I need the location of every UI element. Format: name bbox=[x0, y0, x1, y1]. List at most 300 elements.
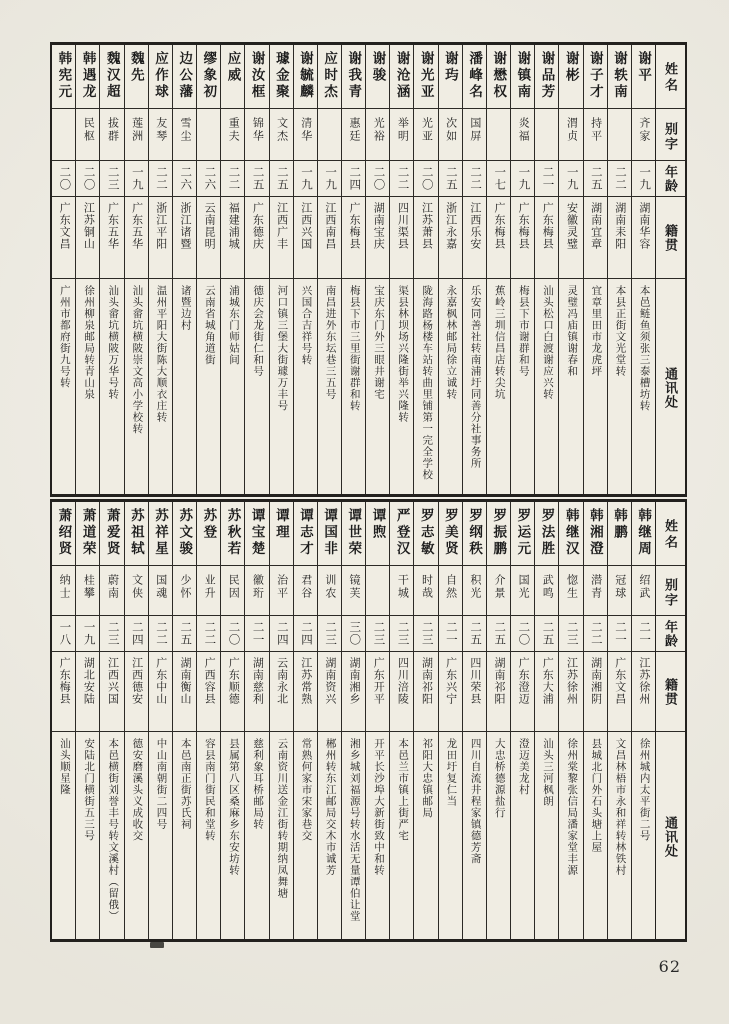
entry-age-cell bbox=[390, 616, 413, 652]
entry-address-cell bbox=[632, 279, 655, 494]
entry-native-cell bbox=[535, 197, 558, 279]
entry-address-text: 宜章里田市龙虎坪 bbox=[590, 285, 602, 377]
entry-zi-cell bbox=[270, 566, 293, 616]
entry-name-text: 苏祖轼 bbox=[128, 508, 144, 558]
entry-native-text: 江西广丰 bbox=[275, 202, 288, 250]
entry-name-text: 萧道荣 bbox=[80, 508, 96, 558]
entry-address-cell bbox=[52, 279, 75, 494]
entry-column bbox=[365, 502, 389, 939]
print-smudge bbox=[150, 942, 164, 948]
entry-column bbox=[196, 502, 220, 939]
entry-age-cell bbox=[559, 161, 582, 197]
entry-native-text: 广东大浦 bbox=[541, 657, 554, 705]
entry-address-cell bbox=[100, 732, 123, 939]
entry-name-cell bbox=[294, 502, 317, 566]
entry-column bbox=[244, 45, 268, 494]
entry-name-cell bbox=[487, 502, 510, 566]
entry-zi-cell bbox=[608, 566, 631, 616]
entry-age-cell bbox=[439, 161, 462, 197]
entry-name-text: 韩继周 bbox=[636, 508, 652, 558]
entry-column bbox=[148, 45, 172, 494]
entry-address-cell bbox=[390, 279, 413, 494]
entry-address-cell bbox=[100, 279, 123, 494]
entry-column bbox=[631, 45, 655, 494]
entry-name-text: 谢子才 bbox=[587, 51, 603, 101]
entry-age-text: 二三 bbox=[324, 621, 337, 646]
entry-native-text: 广东中山 bbox=[154, 657, 167, 705]
entry-age-text: 二二 bbox=[589, 621, 602, 646]
entry-age-cell bbox=[294, 161, 317, 197]
entry-zi-cell bbox=[221, 566, 244, 616]
entry-column bbox=[75, 502, 99, 939]
entry-native-text: 湖南衡山 bbox=[178, 657, 191, 705]
entry-native-cell bbox=[608, 652, 631, 732]
entry-address-text: 祁阳大忠镇邮局 bbox=[421, 738, 433, 819]
entries-top bbox=[52, 45, 655, 494]
header-zi bbox=[656, 566, 685, 616]
entry-address-text: 容县南门街民和堂转 bbox=[203, 738, 215, 842]
entry-address-cell bbox=[463, 732, 486, 939]
entry-name-cell bbox=[173, 45, 196, 109]
entry-native-text: 广东梅县 bbox=[541, 202, 554, 250]
entry-address-text: 渠县林坝场兴隆街举兴隆转 bbox=[397, 285, 409, 423]
entry-age-text: 二五 bbox=[251, 166, 264, 191]
entry-column bbox=[317, 502, 341, 939]
entry-name-text: 谭世荣 bbox=[346, 508, 362, 558]
entry-address-cell bbox=[366, 279, 389, 494]
entry-address-cell bbox=[366, 732, 389, 939]
entry-zi-text: 业升 bbox=[203, 574, 216, 600]
entry-column bbox=[269, 502, 293, 939]
entry-address-text: 徐州柳泉邮局转青山泉 bbox=[83, 285, 95, 400]
entry-native-cell bbox=[100, 197, 123, 279]
entry-native-cell bbox=[245, 652, 268, 732]
entry-name-text: 谭理 bbox=[273, 508, 289, 541]
entry-age-cell bbox=[52, 161, 75, 197]
entry-zi-text: 少怀 bbox=[178, 574, 191, 600]
entry-name-cell bbox=[390, 502, 413, 566]
entry-zi-text: 桂攀 bbox=[82, 574, 95, 600]
entry-zi-cell bbox=[245, 566, 268, 616]
entry-address-text: 灵璧冯庙镇谢春和 bbox=[566, 285, 578, 377]
entry-native-text: 云南永北 bbox=[275, 657, 288, 705]
entry-zi-cell bbox=[414, 566, 437, 616]
header-age bbox=[656, 161, 685, 197]
entry-column bbox=[607, 45, 631, 494]
entry-address-cell bbox=[270, 279, 293, 494]
entry-address-text: 龙田圩复仁当 bbox=[445, 738, 457, 807]
entry-name-cell bbox=[439, 45, 462, 109]
entry-column bbox=[52, 502, 75, 939]
entry-address-text: 安陆北门横街五三号 bbox=[83, 738, 95, 842]
entry-name-cell bbox=[245, 45, 268, 109]
entry-address-text: 广州市都府街九号转 bbox=[58, 285, 70, 389]
entry-native-text: 云南昆明 bbox=[203, 202, 216, 250]
entry-zi-text: 友琴 bbox=[154, 117, 167, 143]
entry-name-cell bbox=[390, 45, 413, 109]
entry-zi-text: 文杰 bbox=[275, 117, 288, 143]
entry-name-cell bbox=[535, 45, 558, 109]
entry-age-cell bbox=[318, 161, 341, 197]
entry-name-cell bbox=[318, 45, 341, 109]
entry-name-text: 谢平 bbox=[636, 51, 652, 84]
entry-column bbox=[583, 45, 607, 494]
entry-column bbox=[510, 45, 534, 494]
entry-address-text: 梅县下市谢群和号 bbox=[517, 285, 529, 377]
entry-name-text: 谢玙 bbox=[442, 51, 458, 84]
entry-address-text: 陇海路杨楼车站转曲里铺第一完全学校 bbox=[421, 285, 433, 481]
entry-name-text: 谢毓麟 bbox=[297, 51, 313, 101]
entry-native-text: 广东兴宁 bbox=[444, 657, 457, 705]
entry-address-text: 德安磨溪头义成收交 bbox=[131, 738, 143, 842]
entry-zi-text: 拔群 bbox=[106, 117, 119, 143]
entry-name-cell bbox=[221, 45, 244, 109]
entry-name-text: 缪象初 bbox=[201, 51, 217, 101]
entry-zi-text: 积光 bbox=[468, 574, 481, 600]
header-name-label: 姓名 bbox=[663, 61, 678, 94]
entry-address-cell bbox=[294, 279, 317, 494]
entry-address-text: 文昌林梧市永和祥转林铁村 bbox=[614, 738, 626, 876]
header-zi bbox=[656, 109, 685, 161]
entry-native-cell bbox=[149, 652, 172, 732]
entry-zi-cell bbox=[511, 566, 534, 616]
entry-name-text: 苏登 bbox=[201, 508, 217, 541]
entry-name-text: 潘峰名 bbox=[467, 51, 483, 101]
entry-age-text: 二五 bbox=[541, 621, 554, 646]
entry-address-text: 永嘉枫林邮局徐立诚转 bbox=[445, 285, 457, 400]
entry-age-cell bbox=[149, 616, 172, 652]
entry-age-text: 二二 bbox=[227, 166, 240, 191]
entry-age-text: 一九 bbox=[82, 621, 95, 646]
entry-name-text: 罗志敏 bbox=[418, 508, 434, 558]
entry-zi-cell bbox=[559, 109, 582, 161]
entry-age-text: 二〇 bbox=[420, 166, 433, 191]
entry-age-text: 二五 bbox=[275, 166, 288, 191]
entry-address-text: 蕉岭三圳信昌店转尖坑 bbox=[493, 285, 505, 400]
entry-age-text: 二一 bbox=[541, 166, 554, 191]
entry-address-cell bbox=[76, 732, 99, 939]
entry-column bbox=[486, 502, 510, 939]
entry-name-text: 罗纲秩 bbox=[467, 508, 483, 558]
entry-age-cell bbox=[366, 616, 389, 652]
entry-column bbox=[99, 45, 123, 494]
entry-native-cell bbox=[245, 197, 268, 279]
entry-name-text: 萧绍贤 bbox=[56, 508, 72, 558]
entry-name-cell bbox=[414, 45, 437, 109]
entry-zi-cell bbox=[535, 109, 558, 161]
entry-native-text: 广东梅县 bbox=[58, 657, 71, 705]
entry-zi-text: 冠球 bbox=[613, 574, 626, 600]
entry-age-cell bbox=[221, 161, 244, 197]
entry-age-text: 二一 bbox=[251, 621, 264, 646]
entry-address-cell bbox=[318, 732, 341, 939]
entry-address-text: 本邑横街刘誉丰号转文溪村（留俄） bbox=[107, 738, 119, 922]
entry-zi-text: 举明 bbox=[396, 117, 409, 143]
entry-address-text: 慈利象耳桥邮局转 bbox=[252, 738, 264, 830]
entry-address-cell bbox=[318, 279, 341, 494]
entry-address-text: 汕头三河枫朗 bbox=[542, 738, 554, 807]
entry-name-text: 苏文骏 bbox=[177, 508, 193, 558]
entry-native-cell bbox=[125, 197, 148, 279]
entry-native-text: 广东文昌 bbox=[58, 202, 71, 250]
entry-zi-cell bbox=[632, 109, 655, 161]
entry-column bbox=[75, 45, 99, 494]
entry-zi-cell bbox=[390, 566, 413, 616]
entry-age-text: 二〇 bbox=[517, 621, 530, 646]
entry-zi-text: 重夫 bbox=[227, 117, 240, 143]
entry-zi-text: 时哉 bbox=[420, 574, 433, 600]
entry-age-text: 一九 bbox=[299, 166, 312, 191]
entry-age-cell bbox=[584, 616, 607, 652]
entry-native-text: 四川涪陵 bbox=[396, 657, 409, 705]
entry-name-text: 谢沧涵 bbox=[394, 51, 410, 101]
entry-name-cell bbox=[100, 45, 123, 109]
entry-native-cell bbox=[294, 197, 317, 279]
entry-age-cell bbox=[366, 161, 389, 197]
entry-address-cell bbox=[511, 732, 534, 939]
entry-address-text: 本邑南正街苏氏祠 bbox=[179, 738, 191, 830]
entry-name-cell bbox=[414, 502, 437, 566]
entry-zi-text: 治平 bbox=[275, 574, 288, 600]
entry-age-cell bbox=[270, 616, 293, 652]
entry-native-text: 福建浦城 bbox=[227, 202, 240, 250]
entry-name-cell bbox=[608, 502, 631, 566]
entry-column bbox=[172, 502, 196, 939]
entry-zi-text: 光亚 bbox=[420, 117, 433, 143]
entry-zi-cell bbox=[173, 109, 196, 161]
entry-name-text: 罗运元 bbox=[515, 508, 531, 558]
entry-address-text: 汕头顺星隆 bbox=[58, 738, 70, 796]
entry-native-text: 广西容县 bbox=[203, 657, 216, 705]
entry-native-cell bbox=[559, 652, 582, 732]
entry-age-text: 二一 bbox=[444, 621, 457, 646]
entry-age-cell bbox=[414, 161, 437, 197]
entry-name-text: 谭煦 bbox=[370, 508, 386, 541]
entry-zi-cell bbox=[52, 109, 75, 161]
entry-column bbox=[413, 502, 437, 939]
entry-age-cell bbox=[149, 161, 172, 197]
entry-zi-cell bbox=[608, 109, 631, 161]
entry-address-cell bbox=[173, 279, 196, 494]
entry-address-text: 开平长沙埠大新街致中和转 bbox=[372, 738, 384, 876]
entry-age-cell bbox=[173, 161, 196, 197]
entry-address-text: 云南省城角道街 bbox=[203, 285, 215, 366]
entry-address-text: 梅县下市三里街谢群和转 bbox=[348, 285, 360, 412]
entry-age-text: 三〇 bbox=[348, 621, 361, 646]
entry-native-text: 四川渠县 bbox=[396, 202, 409, 250]
entry-age-cell bbox=[197, 161, 220, 197]
entry-name-cell bbox=[535, 502, 558, 566]
entry-name-text: 韩湘澄 bbox=[587, 508, 603, 558]
entry-zi-cell bbox=[173, 566, 196, 616]
entry-name-cell bbox=[342, 45, 365, 109]
entry-native-text: 广东五华 bbox=[130, 202, 143, 250]
entry-name-text: 罗法胜 bbox=[539, 508, 555, 558]
entry-address-text: 汕头松口白渡谢应兴转 bbox=[542, 285, 554, 400]
entry-zi-text: 武鸣 bbox=[541, 574, 554, 600]
entry-address-text: 宝庆东门外三眼井谢宅 bbox=[372, 285, 384, 400]
entry-name-cell bbox=[511, 502, 534, 566]
entry-name-text: 魏先 bbox=[128, 51, 144, 84]
entry-native-text: 江苏徐州 bbox=[565, 657, 578, 705]
header-age bbox=[656, 616, 685, 652]
entry-age-cell bbox=[52, 616, 75, 652]
entry-name-cell bbox=[463, 45, 486, 109]
entry-zi-cell bbox=[125, 566, 148, 616]
entry-native-cell bbox=[511, 652, 534, 732]
entry-native-text: 江苏萧县 bbox=[420, 202, 433, 250]
entry-address-text: 常熟何家市宋家巷交 bbox=[300, 738, 312, 842]
entry-address-cell bbox=[559, 732, 582, 939]
entry-address-text: 乐安同善社转南浦圩同善分社事务所 bbox=[469, 285, 481, 469]
entry-zi-cell bbox=[318, 566, 341, 616]
entry-zi-cell bbox=[125, 109, 148, 161]
entry-zi-cell bbox=[487, 109, 510, 161]
entry-column bbox=[389, 45, 413, 494]
entry-address-text: 德庆会龙街仁和号 bbox=[252, 285, 264, 377]
entry-column bbox=[172, 45, 196, 494]
entry-native-cell bbox=[584, 652, 607, 732]
entry-name-text: 谢骏 bbox=[370, 51, 386, 84]
entry-zi-cell bbox=[342, 109, 365, 161]
entry-native-cell bbox=[342, 652, 365, 732]
entry-native-cell bbox=[270, 197, 293, 279]
entry-zi-text: 蔚南 bbox=[106, 574, 119, 600]
register-table-bottom bbox=[50, 499, 687, 942]
entry-column bbox=[244, 502, 268, 939]
entry-address-cell bbox=[197, 732, 220, 939]
entry-age-text: 二一 bbox=[638, 621, 651, 646]
entry-address-cell bbox=[173, 732, 196, 939]
entry-zi-cell bbox=[100, 566, 123, 616]
entry-zi-cell bbox=[245, 109, 268, 161]
entry-native-cell bbox=[559, 197, 582, 279]
entry-native-text: 广东澄迈 bbox=[517, 657, 530, 705]
entry-zi-cell bbox=[270, 109, 293, 161]
entry-address-cell bbox=[390, 732, 413, 939]
entry-name-cell bbox=[149, 502, 172, 566]
entry-native-cell bbox=[197, 652, 220, 732]
entry-name-cell bbox=[221, 502, 244, 566]
entry-name-text: 谭国非 bbox=[322, 508, 338, 558]
entry-zi-text: 文侠 bbox=[130, 574, 143, 600]
entry-name-text: 谢镇南 bbox=[515, 51, 531, 101]
entry-name-text: 苏秋若 bbox=[225, 508, 241, 558]
entry-native-cell bbox=[366, 197, 389, 279]
header-address-label: 通讯处 bbox=[663, 815, 678, 858]
entry-age-text: 一九 bbox=[130, 166, 143, 191]
entry-address-cell bbox=[221, 279, 244, 494]
entry-name-cell bbox=[197, 45, 220, 109]
entry-name-cell bbox=[584, 45, 607, 109]
entry-column bbox=[389, 502, 413, 939]
entry-column bbox=[438, 502, 462, 939]
entry-native-text: 广东开平 bbox=[372, 657, 385, 705]
entry-column bbox=[124, 502, 148, 939]
entry-address-text: 本县正街文光堂转 bbox=[614, 285, 626, 377]
entry-address-cell bbox=[439, 279, 462, 494]
entry-column bbox=[269, 45, 293, 494]
entry-age-text: 二四 bbox=[275, 621, 288, 646]
entry-native-cell bbox=[197, 197, 220, 279]
entry-name-cell bbox=[632, 502, 655, 566]
entry-name-text: 应作球 bbox=[153, 51, 169, 101]
entry-name-cell bbox=[173, 502, 196, 566]
entry-zi-text: 齐家 bbox=[637, 117, 650, 143]
entry-zi-cell bbox=[463, 109, 486, 161]
entry-address-cell bbox=[487, 279, 510, 494]
entry-native-cell bbox=[390, 652, 413, 732]
entry-address-cell bbox=[76, 279, 99, 494]
entry-name-cell bbox=[342, 502, 365, 566]
entry-zi-text: 光裕 bbox=[372, 117, 385, 143]
entry-age-text: 二三 bbox=[106, 621, 119, 646]
header-age-label: 年龄 bbox=[663, 165, 678, 193]
entry-age-text: 二二 bbox=[155, 621, 168, 646]
entry-name-cell bbox=[608, 45, 631, 109]
entry-zi-text: 民枢 bbox=[82, 117, 95, 143]
entry-column bbox=[558, 45, 582, 494]
entry-address-text: 县城北门外石头塘上屋 bbox=[590, 738, 602, 853]
entry-address-cell bbox=[511, 279, 534, 494]
entry-zi-cell bbox=[100, 109, 123, 161]
entry-name-text: 应威 bbox=[225, 51, 241, 84]
entry-address-text: 汕头畲坑横陂崇文高小学校转 bbox=[131, 285, 143, 435]
entry-age-text: 二四 bbox=[299, 621, 312, 646]
entry-name-text: 谢光亚 bbox=[418, 51, 434, 101]
entry-name-text: 罗美贤 bbox=[442, 508, 458, 558]
entry-zi-cell bbox=[76, 566, 99, 616]
entry-age-cell bbox=[632, 616, 655, 652]
entry-native-text: 广东顺德 bbox=[227, 657, 240, 705]
entry-address-cell bbox=[584, 732, 607, 939]
entry-name-text: 韩鹏 bbox=[612, 508, 628, 541]
entry-name-text: 韩遇龙 bbox=[80, 51, 96, 101]
entry-name-text: 韩宪元 bbox=[56, 51, 72, 101]
entry-native-cell bbox=[318, 652, 341, 732]
entry-native-cell bbox=[584, 197, 607, 279]
entry-address-text: 浦城东门师姑间 bbox=[228, 285, 240, 366]
entry-zi-cell bbox=[76, 109, 99, 161]
entry-column bbox=[607, 502, 631, 939]
entry-zi-cell bbox=[149, 566, 172, 616]
entry-address-text: 本邑兰市镇上街严宅 bbox=[397, 738, 409, 842]
header-address bbox=[656, 732, 685, 939]
entry-age-cell bbox=[221, 616, 244, 652]
entry-address-cell bbox=[221, 732, 244, 939]
entry-native-text: 安徽灵璧 bbox=[565, 202, 578, 250]
entry-address-text: 汕头畲坑横陂万华号转 bbox=[107, 285, 119, 400]
entry-age-text: 一九 bbox=[638, 166, 651, 191]
entry-native-text: 湖南湘乡 bbox=[348, 657, 361, 705]
entry-age-cell bbox=[535, 616, 558, 652]
entry-native-text: 江苏徐州 bbox=[637, 657, 650, 705]
entry-native-cell bbox=[125, 652, 148, 732]
entry-native-text: 湖南耒阳 bbox=[613, 202, 626, 250]
entry-column bbox=[534, 502, 558, 939]
entry-native-text: 湖南宜章 bbox=[589, 202, 602, 250]
entry-address-cell bbox=[439, 732, 462, 939]
entry-zi-cell bbox=[221, 109, 244, 161]
entry-zi-text: 惚生 bbox=[565, 574, 578, 600]
entry-zi-text: 国光 bbox=[517, 574, 530, 600]
entry-address-cell bbox=[342, 279, 365, 494]
header-address bbox=[656, 279, 685, 494]
entry-address-text: 徐州城内太平街二号 bbox=[638, 738, 650, 842]
entry-age-cell bbox=[439, 616, 462, 652]
entry-name-text: 璩金聚 bbox=[273, 51, 289, 101]
entry-age-text: 二二 bbox=[155, 166, 168, 191]
